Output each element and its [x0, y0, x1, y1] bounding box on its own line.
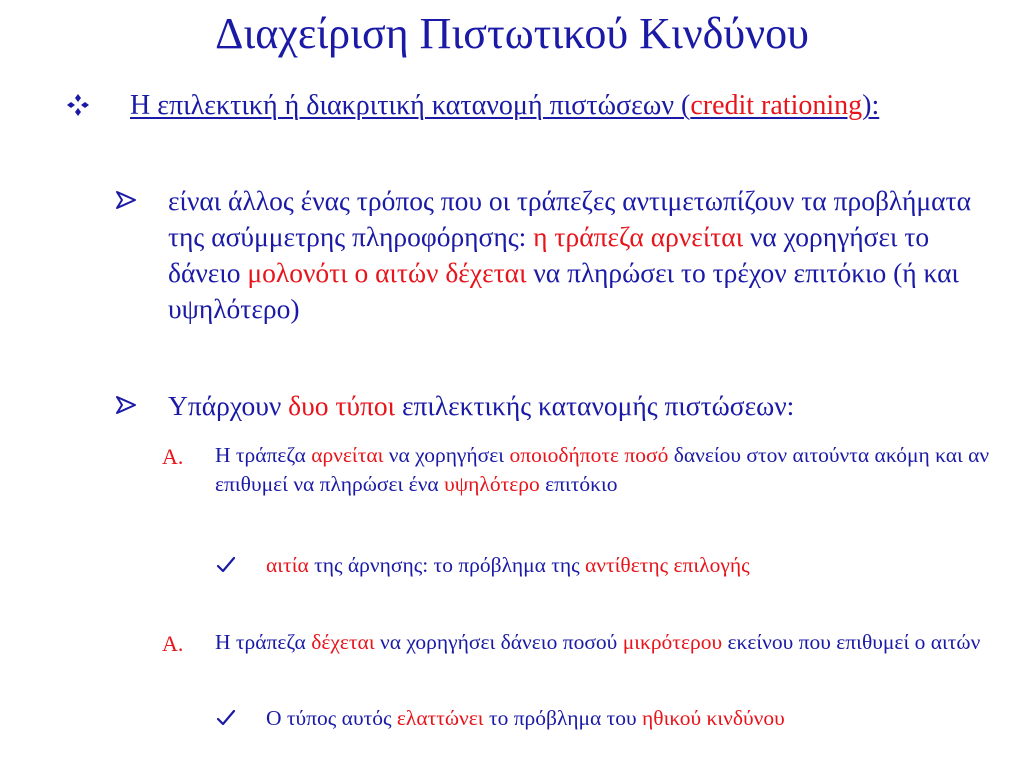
- point1-text-2: να χορηγήσει το δάνειο: [168, 221, 930, 288]
- point-definition: [168, 183, 998, 327]
- heading-credit-rationing-term: credit rationing: [690, 90, 863, 121]
- typeB-text-3: εκείνου που επιθυμεί ο αιτών: [722, 630, 981, 654]
- point1-highlight-2: μολονότι ο αιτών δέχεται: [247, 257, 527, 288]
- typeB-highlight-1: δέχεται: [311, 630, 375, 654]
- typeB-note-highlight-2: ηθικού κινδύνου: [642, 706, 785, 730]
- typeA-highlight-1: αρνείται: [311, 443, 384, 467]
- arrow-bullet-icon: [115, 394, 137, 416]
- heading-credit-rationing: [130, 88, 990, 124]
- point-two-types: [168, 388, 998, 424]
- typeA-highlight-3: υψηλότερο: [444, 472, 540, 496]
- heading-part3: ):: [862, 90, 880, 121]
- point1-text-1: είναι άλλος ένας τρόπος που οι τράπεζες αντιμετωπίζουν τα προβλήματα της ασύμμετρης πληροφόρησης:: [168, 185, 972, 252]
- typeB-note-highlight-1: ελαττώνει: [396, 706, 484, 730]
- point2-highlight: δυο τύποι: [288, 390, 396, 421]
- checkmark-icon: [216, 556, 236, 574]
- point2-text-1: Υπάρχουν: [168, 390, 289, 421]
- type-b-description: [215, 628, 1015, 657]
- typeB-text-2: να χορηγήσει δάνειο ποσού: [374, 630, 623, 654]
- typeA-note-highlight-1: αιτία: [266, 553, 309, 577]
- typeA-text-4: επιτόκιο: [539, 472, 618, 496]
- typeB-note-text-1: Ο τύπος αυτός: [266, 706, 397, 730]
- diamond-four-bullet-icon: [66, 93, 90, 117]
- heading-part1: Η επιλεκτική ή διακριτική κατανομή πιστώσεων (: [130, 90, 691, 121]
- typeB-note-text-2: το πρόβλημα του: [483, 706, 643, 730]
- typeB-text-1: Η τράπεζα: [215, 630, 312, 654]
- typeB-highlight-2: μικρότερου: [622, 630, 723, 654]
- typeA-highlight-2: οποιοδήποτε ποσό: [509, 443, 669, 467]
- typeA-text-3: δανείου στον αιτούντα ακόμη και αν επιθυμεί να πληρώσει ένα: [215, 443, 990, 496]
- point1-highlight-1: η τράπεζα αρνείται: [533, 221, 744, 252]
- type-b-marker: A.: [162, 631, 184, 656]
- type-b-effect-note: [266, 704, 1016, 732]
- point1-text-3: να πληρώσει το τρέχον επιτόκιο (ή και υψηλότερο): [168, 257, 959, 324]
- type-a-cause-note: [266, 551, 1016, 579]
- typeA-note-text: της άρνησης: το πρόβλημα της: [308, 553, 586, 577]
- point2-text-2: επιλεκτικής κατανομής πιστώσεων:: [395, 390, 795, 421]
- type-a-description: [215, 441, 1015, 499]
- arrow-bullet-icon: [115, 189, 137, 211]
- type-a-marker: A.: [162, 444, 184, 469]
- typeA-note-highlight-2: αντίθετης επιλογής: [585, 553, 750, 577]
- typeA-text-2: να χορηγήσει: [383, 443, 510, 467]
- typeA-text-1: Η τράπεζα: [215, 443, 312, 467]
- slide-title: Διαχείριση Πιστωτικού Κινδύνου: [215, 9, 809, 58]
- checkmark-icon: [216, 709, 236, 727]
